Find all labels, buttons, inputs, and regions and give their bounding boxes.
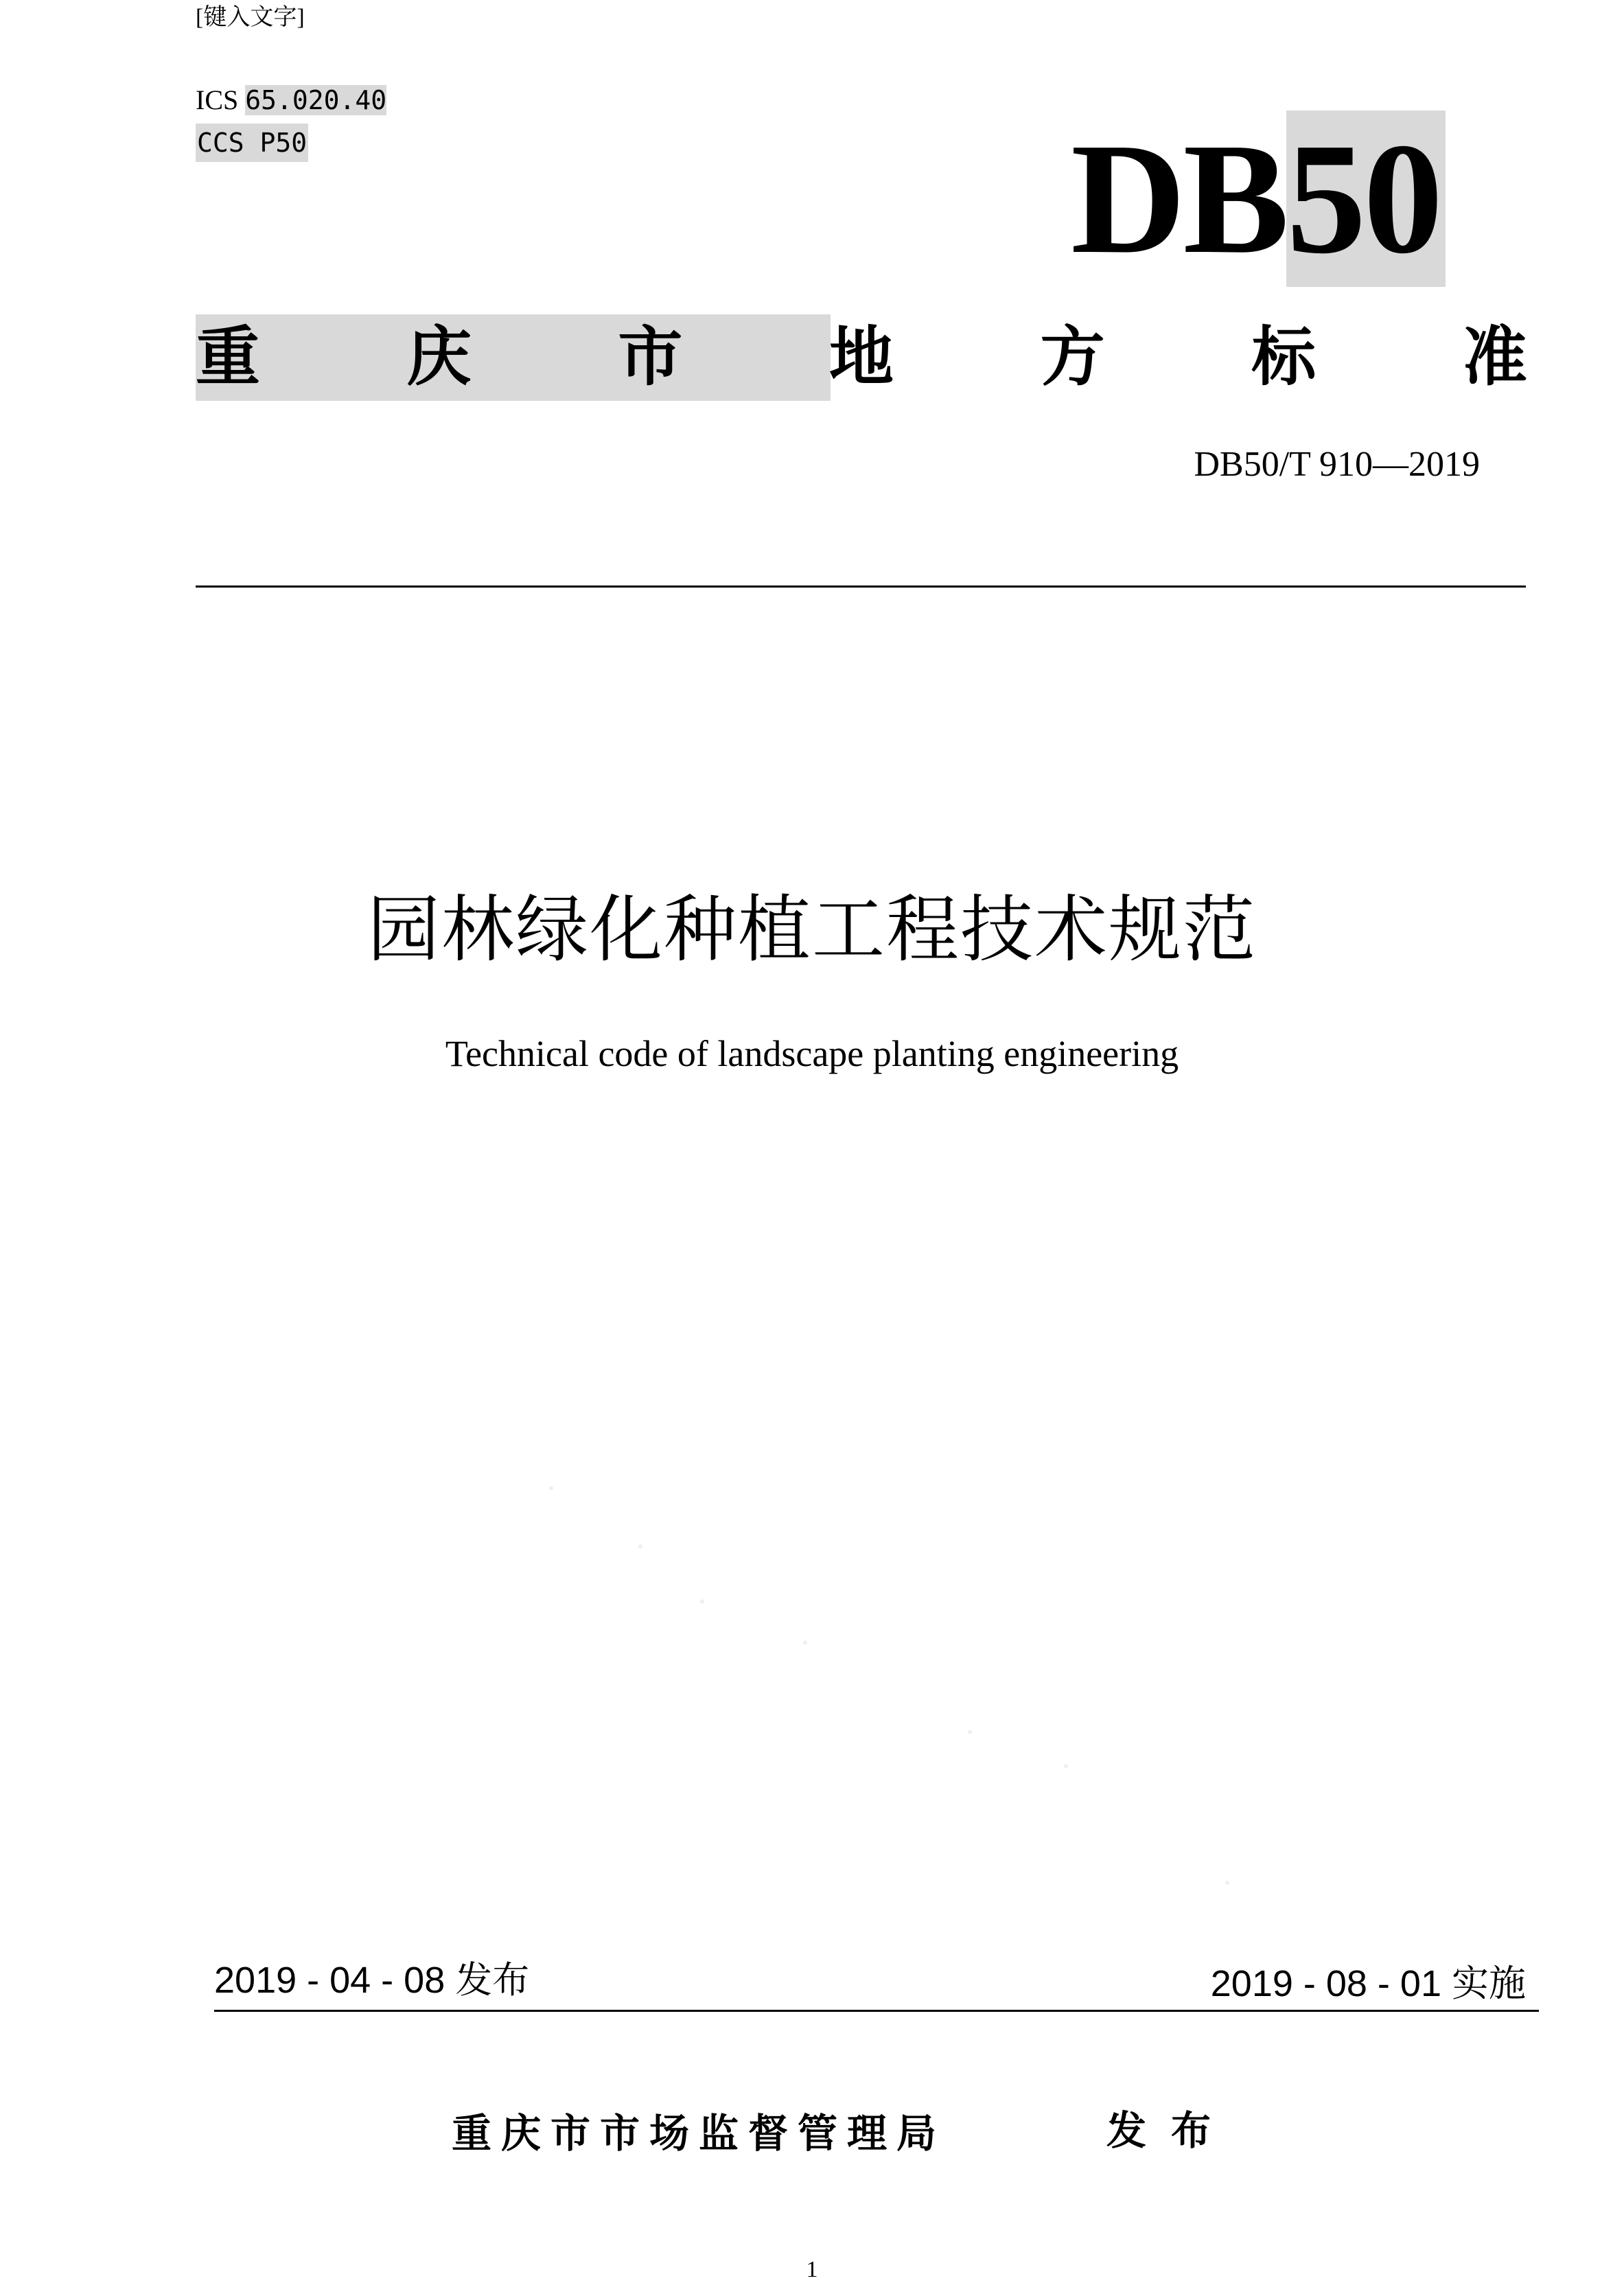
scan-speck — [638, 1544, 642, 1549]
heading-char-1: 重 — [196, 320, 261, 395]
bottom-divider — [214, 2010, 1539, 2012]
scan-speck — [700, 1599, 704, 1603]
issue-date: 2019 - 04 - 08 发布 — [214, 1960, 530, 2001]
heading-char-7: 准 — [1462, 320, 1527, 395]
implementation-date: 2019 - 08 - 01 实施 — [1210, 1963, 1526, 2004]
heading-char-5: 方 — [1040, 320, 1105, 395]
ccs-code: CCS P50 — [196, 124, 308, 162]
title-english: Technical code of landscape planting engineering — [445, 1033, 1179, 1074]
heading-char-6: 标 — [1251, 320, 1316, 395]
standard-number: DB50/T 910—2019 — [1194, 445, 1480, 484]
issue-verb: 发布 — [1106, 2107, 1236, 2154]
header-placeholder: [键入文字] — [196, 5, 305, 30]
scan-speck — [968, 1730, 972, 1734]
page-number: 1 — [806, 2257, 818, 2282]
ics-code — [196, 81, 386, 119]
ics-label: ICS — [196, 84, 239, 115]
title-chinese: 园林绿化种植工程技术规范 — [367, 888, 1257, 972]
scan-speck — [549, 1486, 553, 1490]
heading-char-3: 市 — [618, 320, 683, 395]
local-standard-heading — [196, 314, 1527, 401]
scan-speck — [1225, 1881, 1229, 1885]
heading-char-2: 庆 — [406, 320, 472, 395]
ics-code-value: 65.020.40 — [245, 85, 387, 115]
issuing-authority: 重庆市市场监督管理局 — [452, 2110, 947, 2157]
db-prefix: DB — [1071, 111, 1287, 287]
scan-speck — [1064, 1764, 1068, 1768]
scan-speck — [803, 1640, 807, 1645]
region-code: 50 — [1286, 111, 1446, 287]
heading-char-4: 地 — [828, 320, 894, 395]
db50-logo — [1071, 111, 1446, 287]
top-divider — [196, 585, 1526, 588]
